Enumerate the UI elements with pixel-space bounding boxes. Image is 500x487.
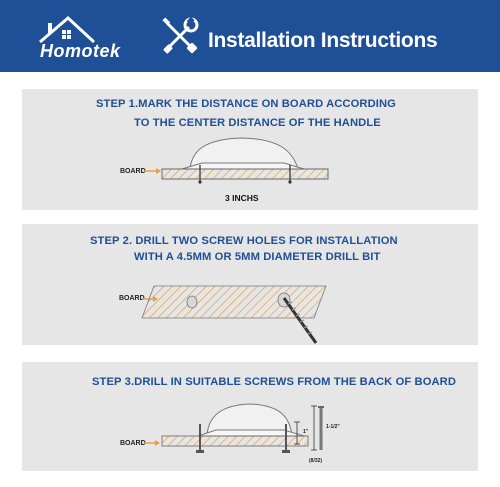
step-2-diagram xyxy=(22,224,478,345)
wrench-screwdriver-icon xyxy=(160,16,200,56)
house-logo-icon xyxy=(36,14,96,44)
step-3-panel xyxy=(22,362,478,471)
screw-icon xyxy=(318,406,324,450)
step-3-board-label: BOARD xyxy=(120,440,146,447)
step-3-line-1: STEP 3.DRILL IN SUITABLE SCREWS FROM THE BACK OF BOARD xyxy=(92,376,457,388)
step-3-dim-a: 1" xyxy=(303,429,309,435)
arrow-right-icon xyxy=(144,168,161,174)
step-2-line-2: WITH A 4.5MM OR 5MM DIAMETER DRILL BIT xyxy=(134,251,381,263)
step-1-panel xyxy=(22,89,478,210)
page-title: Installation Instructions xyxy=(208,29,438,52)
step-1-line-2: TO THE CENTER DISTANCE OF THE HANDLE xyxy=(134,117,381,129)
step-1-measure: 3 INCHS xyxy=(225,193,259,203)
arrow-right-icon xyxy=(144,440,160,446)
header-banner xyxy=(0,0,500,72)
step-2-panel xyxy=(22,224,478,345)
step-3-diagram xyxy=(22,362,478,471)
step-1-line-1: STEP 1.MARK THE DISTANCE ON BOARD ACCORDING xyxy=(96,98,396,110)
brand-logo xyxy=(36,14,136,62)
step-1-diagram xyxy=(22,89,478,210)
step-1-board-label: BOARD xyxy=(120,168,146,175)
brand-name: Homotek xyxy=(40,41,121,61)
step-3-screw-spec: (8/32) xyxy=(309,458,323,464)
step-2-board-label: BOARD xyxy=(119,295,145,302)
step-3-dim-b: 1-1/2" xyxy=(326,424,340,430)
step-2-line-1: STEP 2. DRILL TWO SCREW HOLES FOR INSTALLATION xyxy=(90,235,398,247)
